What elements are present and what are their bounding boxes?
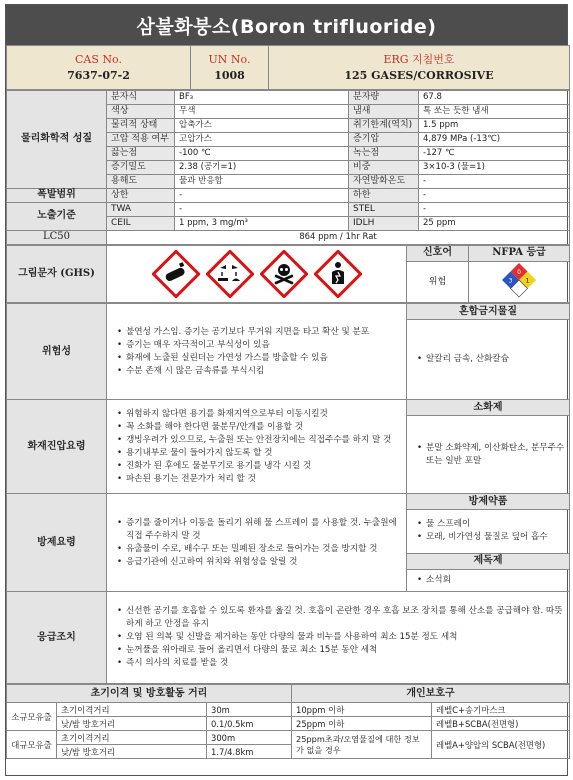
- firstaid-section-label: 응급조치: [7, 592, 107, 684]
- concentration-value: 10ppm 이하: [292, 703, 432, 717]
- list-item: • 오염 된 의복 및 신발을 제거하는 동안 다량의 물과 비누를 사용하여 최소 15분 정도 세척: [117, 631, 565, 644]
- prop-value: -: [175, 189, 349, 203]
- explosion-section-label: 폭발범위: [7, 189, 107, 203]
- control-section-label: 방제요령: [7, 494, 107, 592]
- cas-value: 7637-07-2: [67, 68, 130, 82]
- distance-label: 낮/밤 방호거리: [57, 745, 207, 759]
- prop-value: 4,879 MPa (-13℃): [419, 133, 570, 147]
- prop-value: -: [419, 175, 570, 189]
- prop-value: 고압가스: [175, 133, 349, 147]
- physical-section-label: 물리화학적 성질: [7, 91, 107, 189]
- distance-label: 낮/밤 방호거리: [57, 717, 207, 731]
- nfpa-reactivity-rating: 1: [525, 277, 530, 285]
- list-item: • 증기는 매우 자극적이고 부식성이 있음: [117, 339, 402, 352]
- prop-value: 25 ppm: [419, 217, 570, 231]
- small-spill-label: 소규모유출: [7, 703, 57, 731]
- prop-label: 증기밀도: [107, 161, 175, 175]
- signal-word-value: 위험: [407, 262, 469, 303]
- prop-label: 고압 적용 여부: [107, 133, 175, 147]
- ppe-value: 레벨C+송기마스크: [432, 703, 570, 717]
- list-item: • 즉시 의사의 치료를 받을 것: [117, 657, 565, 670]
- prop-value: 무색: [175, 105, 349, 119]
- prop-label: 자연발화온도: [349, 175, 419, 189]
- nfpa-fire-rating: 0: [517, 269, 521, 276]
- ppe-value: 레벨A+양압의 SCBA(전면형): [432, 731, 570, 759]
- control-list-cell: [107, 494, 407, 592]
- list-item: • 화재에 노출된 실린더는 가연성 가스를 방출할 수 있음: [117, 352, 402, 365]
- ppe-header: 개인보호구: [292, 685, 570, 703]
- list-item: • 갱빙우려가 있으므로, 누출원 또는 안전장치에는 직접주수를 하지 말 것: [117, 434, 402, 447]
- list-item: • 응급기관에 신고하여 위치와 위험성을 알릴 것: [117, 556, 402, 569]
- concentration-value: 25ppm초과/오염물질에 대한 정보가 없을 경우: [292, 731, 432, 759]
- control-list: [111, 517, 402, 569]
- un-cell: [191, 46, 269, 90]
- prop-label: 분자량: [349, 91, 419, 105]
- prop-value: -: [419, 189, 570, 203]
- list-item: • 증기를 줄이거나 이동을 돌리기 위해 물 스프레이 를 사용할 것. 누출원에 직접 주수하지 말 것: [117, 517, 402, 543]
- large-spill-label: 대규모유출: [7, 731, 57, 759]
- fire-list-cell: [107, 400, 407, 494]
- prop-value: BF₃: [175, 91, 349, 105]
- evac-header: 초기이격 및 방호활동 거리: [7, 685, 292, 703]
- prop-value: 물과 반응함: [175, 175, 349, 189]
- identifier-table: [6, 45, 570, 90]
- list-item: • 꼭 소화를 해야 한다면 물분무/안개를 이용할 것: [117, 421, 402, 434]
- prop-label: 끓는점: [107, 147, 175, 161]
- distance-value: 30m: [207, 703, 292, 717]
- hazard-list: [111, 326, 402, 378]
- signal-word-header: 신호어: [407, 246, 469, 262]
- ghs-section-label: 그림문자 (GHS): [7, 246, 107, 303]
- hazard-table: [6, 303, 570, 684]
- concentration-value: 25ppm 이하: [292, 717, 432, 731]
- list-item: • 물 스프레이: [417, 518, 565, 531]
- skull-crossbones-icon: [260, 250, 308, 298]
- prop-value: 1.5 ppm: [419, 119, 570, 133]
- erg-value: 125 GASES/CORROSIVE: [344, 68, 494, 82]
- list-item: • 불연성 가스임. 증기는 공기보다 무거워 지면을 타고 확산 및 분포: [117, 326, 402, 339]
- firstaid-list: [111, 605, 565, 670]
- distance-value: 0.1/0.5km: [207, 717, 292, 731]
- decon-agent-header: 제독제: [407, 553, 570, 569]
- prop-label: 분자식: [107, 91, 175, 105]
- ppe-value: 레벨B+SCBA(전면형): [432, 717, 570, 731]
- list-item: • 신선한 공기를 호흡할 수 있도록 환자를 옮길 것. 호흡이 곤란한 경우 호흡 보조 장치를 통해 산소를 공급해야 함. 따뜻하게 하고 안정을 유지: [117, 605, 565, 631]
- control-agent-cell: [407, 510, 570, 553]
- prop-label: 비중: [349, 161, 419, 175]
- corrosion-icon: [206, 250, 254, 298]
- exposure-section-label: 노출기준: [7, 203, 107, 231]
- hazard-list-cell: [107, 304, 407, 400]
- nfpa-diamond: [469, 262, 570, 303]
- evacuation-table: [6, 684, 570, 759]
- health-hazard-icon: [314, 250, 362, 298]
- list-item: • 눈꺼풀을 위아래로 들어 올리면서 다량의 물로 최소 15분 동안 세척: [117, 644, 565, 657]
- nfpa-health-rating: 3: [508, 277, 513, 285]
- list-item: • 분말 소화약제, 이산화탄소, 분무주수 또는 일반 포말: [417, 442, 565, 468]
- msds-sheet: [5, 4, 568, 776]
- list-item: • 유출물이 수로, 배수구 또는 밀폐된 장소로 들어가는 것을 방지할 것: [117, 543, 402, 556]
- page-title: 삼불화붕소(Boron trifluoride): [6, 5, 567, 45]
- extinguisher-header: 소화제: [407, 400, 570, 416]
- lc50-value: 864 ppm / 1hr Rat: [107, 231, 570, 245]
- list-item: • 파손된 용기는 전문가가 처리 할 것: [117, 473, 402, 486]
- prop-value: -100 ℃: [175, 147, 349, 161]
- list-item: • 진화가 된 후에도 물분무기로 용기를 냉각 시킬 것: [117, 460, 402, 473]
- list-item: • 위험하지 않다면 용기를 화재지역으로부터 이동시킬것: [117, 408, 402, 421]
- prop-label: TWA: [107, 203, 175, 217]
- distance-label: 초기이격거리: [57, 731, 207, 745]
- prop-value: 톡 쏘는 듯한 냄새: [419, 105, 570, 119]
- erg-label: ERG 지침번호: [383, 52, 455, 66]
- cas-cell: [7, 46, 191, 90]
- list-item: • 모래, 비가연성 물질로 덮어 흡수: [417, 531, 565, 544]
- prop-value: 67.8: [419, 91, 570, 105]
- ghs-pictograms: [107, 246, 407, 303]
- prop-label: 증기압: [349, 133, 419, 147]
- distance-value: 1.7/4.8km: [207, 745, 292, 759]
- prop-label: 냄새: [349, 105, 419, 119]
- prop-label: STEL: [349, 203, 419, 217]
- list-item: • 소석회: [417, 574, 565, 587]
- un-label: UN No.: [208, 52, 251, 66]
- cas-label: CAS No.: [75, 52, 122, 66]
- list-item: • 용기내부로 물이 들어가지 않도록 할 것: [117, 447, 402, 460]
- prop-label: 물리적 상태: [107, 119, 175, 133]
- prop-label: 상한: [107, 189, 175, 203]
- prop-value: -: [175, 203, 349, 217]
- decon-agent-cell: [407, 569, 570, 592]
- prop-label: 녹는점: [349, 147, 419, 161]
- distance-label: 초기이격거리: [57, 703, 207, 717]
- prop-value: -: [419, 203, 570, 217]
- gas-cylinder-icon: [152, 250, 200, 298]
- lc50-label: LC50: [7, 231, 107, 245]
- prop-label: 취기한계(역치): [349, 119, 419, 133]
- prop-value: -127 ℃: [419, 147, 570, 161]
- un-value: 1008: [214, 68, 245, 82]
- prop-value: 압축가스: [175, 119, 349, 133]
- fire-list: [111, 408, 402, 486]
- fire-section-label: 화재진압요령: [7, 400, 107, 494]
- prop-label: IDLH: [349, 217, 419, 231]
- prop-label: 하한: [349, 189, 419, 203]
- prop-value: 1 ppm, 3 mg/m³: [175, 217, 349, 231]
- incompatible-cell: [407, 320, 570, 400]
- distance-value: 300m: [207, 731, 292, 745]
- properties-table: [6, 90, 570, 245]
- control-agent-header: 방제약품: [407, 494, 570, 510]
- nfpa-header: NFPA 등급: [469, 246, 570, 262]
- nfpa-diamond-icon: [501, 262, 537, 298]
- prop-label: CEIL: [107, 217, 175, 231]
- firstaid-list-cell: [107, 592, 570, 684]
- prop-label: 색상: [107, 105, 175, 119]
- list-item: • 알칼리 금속, 산화칼슘: [417, 353, 565, 366]
- incompatible-header: 혼합금지물질: [407, 304, 570, 320]
- prop-value: 2.38 (공기=1): [175, 161, 349, 175]
- prop-value: 3×10-3 (물=1): [419, 161, 570, 175]
- ghs-table: [6, 245, 570, 303]
- hazard-section-label: 위험성: [7, 304, 107, 400]
- prop-label: 용해도: [107, 175, 175, 189]
- list-item: • 수분 존재 시 많은 금속류를 부식시킴: [117, 365, 402, 378]
- extinguisher-cell: [407, 416, 570, 494]
- erg-cell: [269, 46, 570, 90]
